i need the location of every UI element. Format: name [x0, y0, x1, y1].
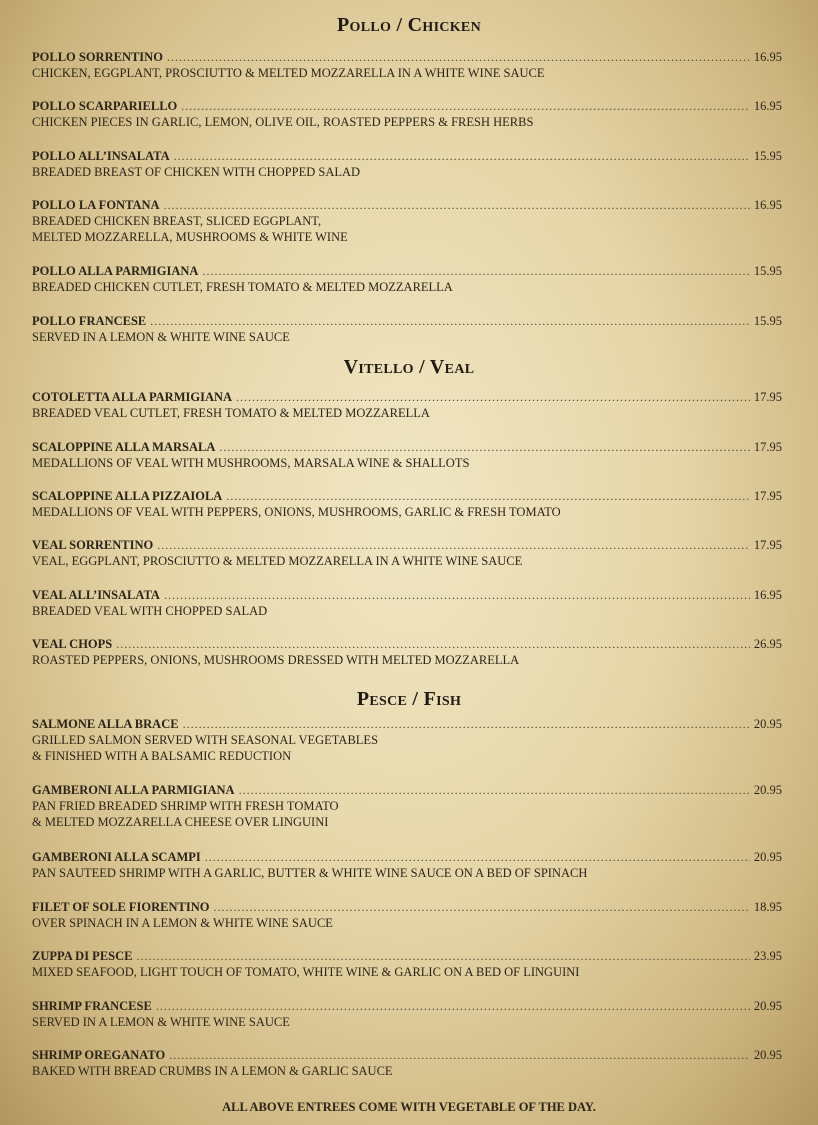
item-description: SERVED IN A LEMON & WHITE WINE SAUCE — [32, 330, 290, 344]
menu-item — [32, 949, 782, 980]
item-name: VEAL SORRENTINO — [32, 538, 154, 552]
item-description: VEAL, EGGPLANT, PROSCIUTTO & MELTED MOZZARELLA IN A WHITE WINE SAUCE — [32, 554, 523, 568]
item-description: MIXED SEAFOOD, LIGHT TOUCH OF TOMATO, WHITE WINE & GARLIC ON A BED OF LINGUINI — [32, 965, 580, 979]
menu-item — [32, 99, 782, 130]
menu-item — [32, 264, 782, 295]
item-description: OVER SPINACH IN A LEMON & WHITE WINE SAUCE — [32, 916, 333, 930]
item-price: 17.95 — [753, 538, 782, 552]
item-description: MEDALLIONS OF VEAL WITH PEPPERS, ONIONS, MUSHROOMS, GARLIC & FRESH TOMATO — [32, 505, 561, 519]
item-price: 20.95 — [753, 850, 782, 864]
menu-item — [32, 717, 782, 764]
item-description: BREADED CHICKEN BREAST, SLICED EGGPLANT, — [32, 214, 322, 228]
item-price: 17.95 — [753, 489, 782, 503]
item-price: 15.95 — [753, 149, 782, 163]
item-price: 17.95 — [753, 390, 782, 404]
item-name: SCALOPPINE ALLA MARSALA — [32, 440, 216, 454]
item-price: 18.95 — [753, 900, 782, 914]
menu-item — [32, 198, 782, 245]
dot-leader — [202, 264, 749, 279]
dot-leader — [164, 588, 750, 603]
item-name: SCALOPPINE ALLA PIZZAIOLA — [32, 489, 223, 503]
item-description: GRILLED SALMON SERVED WITH SEASONAL VEGETABLES — [32, 733, 379, 747]
item-price: 15.95 — [753, 264, 782, 278]
dot-leader — [150, 314, 750, 329]
item-price: 20.95 — [753, 717, 782, 731]
dot-leader — [169, 1048, 750, 1063]
item-description: PAN FRIED BREADED SHRIMP WITH FRESH TOMATO — [32, 799, 339, 813]
menu-item — [32, 50, 782, 81]
item-description: CHICKEN PIECES IN GARLIC, LEMON, OLIVE OIL, ROASTED PEPPERS & FRESH HERBS — [32, 115, 534, 129]
dot-leader — [164, 198, 750, 213]
item-price: 20.95 — [753, 999, 782, 1013]
dot-leader — [174, 149, 750, 164]
dot-leader — [219, 440, 750, 455]
dot-leader — [157, 538, 750, 553]
menu-item — [32, 850, 782, 881]
item-name: POLLO ALL’INSALATA — [32, 149, 170, 163]
item-description: BREADED CHICKEN CUTLET, FRESH TOMATO & MELTED MOZZARELLA — [32, 280, 453, 294]
dot-leader — [136, 949, 749, 964]
item-description: BAKED WITH BREAD CRUMBS IN A LEMON & GARLIC SAUCE — [32, 1064, 393, 1078]
item-description: SERVED IN A LEMON & WHITE WINE SAUCE — [32, 1015, 290, 1029]
item-price: 20.95 — [753, 1048, 782, 1062]
item-description: MELTED MOZZARELLA, MUSHROOMS & WHITE WINE — [32, 230, 348, 244]
item-description: & MELTED MOZZARELLA CHEESE OVER LINGUINI — [32, 815, 329, 829]
item-name: COTOLETTA ALLA PARMIGIANA — [32, 390, 233, 404]
dot-leader — [226, 489, 750, 504]
item-price: 16.95 — [753, 588, 782, 602]
item-price: 16.95 — [753, 198, 782, 212]
item-name: VEAL ALL’INSALATA — [32, 588, 160, 602]
item-name: FILET OF SOLE FIORENTINO — [32, 900, 210, 914]
menu-item — [32, 489, 782, 520]
dot-leader — [181, 99, 750, 114]
item-price: 20.95 — [753, 783, 782, 797]
item-description: PAN SAUTEED SHRIMP WITH A GARLIC, BUTTER & WHITE WINE SAUCE ON A BED OF SPINACH — [32, 866, 588, 880]
menu-item — [32, 783, 782, 830]
section-title-veal: Vitello / Veal — [343, 356, 475, 378]
item-price: 15.95 — [753, 314, 782, 328]
dot-leader — [116, 637, 750, 652]
item-price: 23.95 — [753, 949, 782, 963]
item-description: ROASTED PEPPERS, ONIONS, MUSHROOMS DRESSED WITH MELTED MOZZARELLA — [32, 653, 520, 667]
menu-item — [32, 314, 782, 345]
menu-item — [32, 538, 782, 569]
item-description: BREADED VEAL CUTLET, FRESH TOMATO & MELTED MOZZARELLA — [32, 406, 430, 420]
menu-item — [32, 1048, 782, 1079]
section-title-chicken: Pollo / Chicken — [337, 14, 481, 36]
dot-leader — [239, 783, 750, 798]
item-name: GAMBERONI ALLA PARMIGIANA — [32, 783, 235, 797]
item-name: SALMONE ALLA BRACE — [32, 717, 179, 731]
dot-leader — [156, 999, 750, 1014]
menu-item — [32, 390, 782, 421]
item-description: MEDALLIONS OF VEAL WITH MUSHROOMS, MARSALA WINE & SHALLOTS — [32, 456, 470, 470]
item-description: BREADED BREAST OF CHICKEN WITH CHOPPED SALAD — [32, 165, 361, 179]
item-description: CHICKEN, EGGPLANT, PROSCIUTTO & MELTED MOZZARELLA IN A WHITE WINE SAUCE — [32, 66, 545, 80]
menu-item — [32, 149, 782, 180]
item-name: POLLO LA FONTANA — [32, 198, 160, 212]
dot-leader — [236, 390, 750, 405]
item-name: POLLO SCARPARIELLO — [32, 99, 178, 113]
dot-leader — [167, 50, 750, 65]
section-title-fish: Pesce / Fish — [356, 688, 462, 710]
item-name: VEAL CHOPS — [32, 637, 113, 651]
item-name: ZUPPA DI PESCE — [32, 949, 133, 963]
item-name: GAMBERONI ALLA SCAMPI — [32, 850, 201, 864]
item-description: & FINISHED WITH A BALSAMIC REDUCTION — [32, 749, 292, 763]
item-price: 26.95 — [753, 637, 782, 651]
item-name: POLLO FRANCESE — [32, 314, 147, 328]
item-name: POLLO SORRENTINO — [32, 50, 163, 64]
dot-leader — [183, 717, 750, 732]
menu-item — [32, 588, 782, 619]
menu-item — [32, 900, 782, 931]
item-price: 16.95 — [753, 99, 782, 113]
menu-item — [32, 637, 782, 668]
item-name: SHRIMP OREGANATO — [32, 1048, 166, 1062]
item-description: BREADED VEAL WITH CHOPPED SALAD — [32, 604, 268, 618]
menu-item — [32, 999, 782, 1030]
item-name: SHRIMP FRANCESE — [32, 999, 152, 1013]
footer-note: ALL ABOVE ENTREES COME WITH VEGETABLE OF THE DAY. — [222, 1100, 596, 1114]
dot-leader — [205, 850, 750, 865]
dot-leader — [213, 900, 749, 915]
menu-item — [32, 440, 782, 471]
item-price: 17.95 — [753, 440, 782, 454]
item-price: 16.95 — [753, 50, 782, 64]
item-name: POLLO ALLA PARMIGIANA — [32, 264, 199, 278]
